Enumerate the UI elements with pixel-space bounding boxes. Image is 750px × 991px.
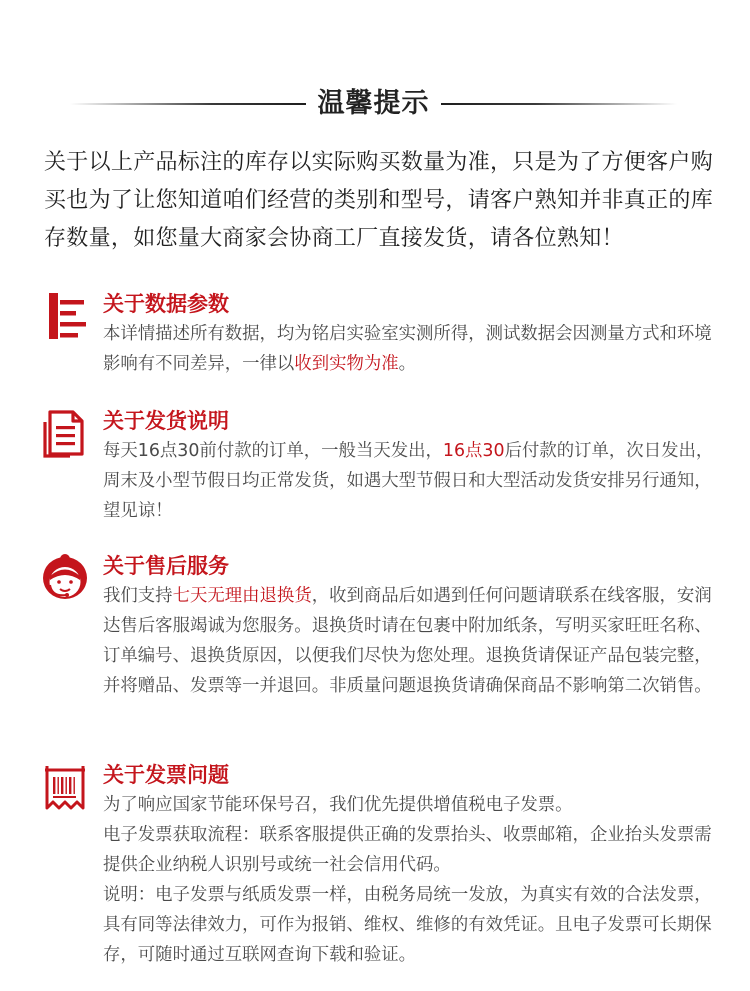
section-heading: 关于售后服务 <box>103 554 229 578</box>
invoice-paragraph: 说明：电子发票与纸质发票一样，由税务局统一发放，为真实有效的合法发票，具有同等法律效力，可作为报销、维权、维修的有效凭证。且电子发票可长期保存，可随时通过互联网查询下载和验证。 <box>103 885 712 965</box>
invoice-paragraph: 电子发票获取流程：联系客服提供正确的发票抬头、收票邮箱，企业抬头发票需提供企业纳税人识别号或统一社会信用代码。 <box>103 825 712 875</box>
body-text: 后付款的订单，次日发出，周末及小型节假日均正常发货，如遇大型节假日和大型活动发货安排另行通知，望见谅！ <box>103 441 714 521</box>
highlighted-text: 收到实物为准 <box>294 354 399 374</box>
title-divider-left <box>70 103 306 105</box>
customer-service-agent-icon <box>40 553 90 603</box>
receipt-icon <box>40 762 90 812</box>
section-body <box>103 581 718 701</box>
title-divider-right <box>441 103 677 105</box>
body-text: 。 <box>398 354 417 374</box>
body-text: 本详情描述所有数据，均为铭启实验室实测所得，测试数据会因测量方式和环境影响有不同差异，一律以 <box>103 324 712 374</box>
section-body <box>103 319 718 379</box>
data-bars-icon <box>40 291 90 341</box>
intro-paragraph: 关于以上产品标注的库存以实际购买数量为准，只是为了方便客户购买也为了让您知道咱们经营的类别和型号，请客户熟知并非真正的库存数量，如您量大商家会协商工厂直接发货，请各位熟知！ <box>44 150 714 251</box>
notice-title: 温馨提示 <box>317 88 430 119</box>
body-text: ，收到商品后如遇到任何问题请联系在线客服，安润达售后客服竭诚为您服务。退换货时请在包裹中附加纸条，写明买家旺旺名称、订单编号、退换货原因，以便我们尽快为您处理。退换货请保证产品包装完整，并将赠品、发票等一并退回。非质量问题退换货请确保商品不影响第二次销售。 <box>103 586 712 696</box>
body-text: 每天16点30前付款的订单，一般当天发出， <box>103 441 443 461</box>
section-body <box>103 790 718 970</box>
section-heading: 关于发票问题 <box>103 763 229 787</box>
body-text: 我们支持 <box>103 586 173 606</box>
invoice-paragraph: 为了响应国家节能环保号召，我们优先提供增值税电子发票。 <box>103 795 573 815</box>
notice-title-row <box>0 82 750 126</box>
section-body <box>103 436 718 526</box>
section-heading: 关于数据参数 <box>103 292 229 316</box>
document-icon <box>40 408 90 458</box>
highlighted-text: 16点30 <box>442 441 505 461</box>
section-heading: 关于发货说明 <box>103 409 229 433</box>
highlighted-text: 七天无理由退换货 <box>172 586 312 606</box>
